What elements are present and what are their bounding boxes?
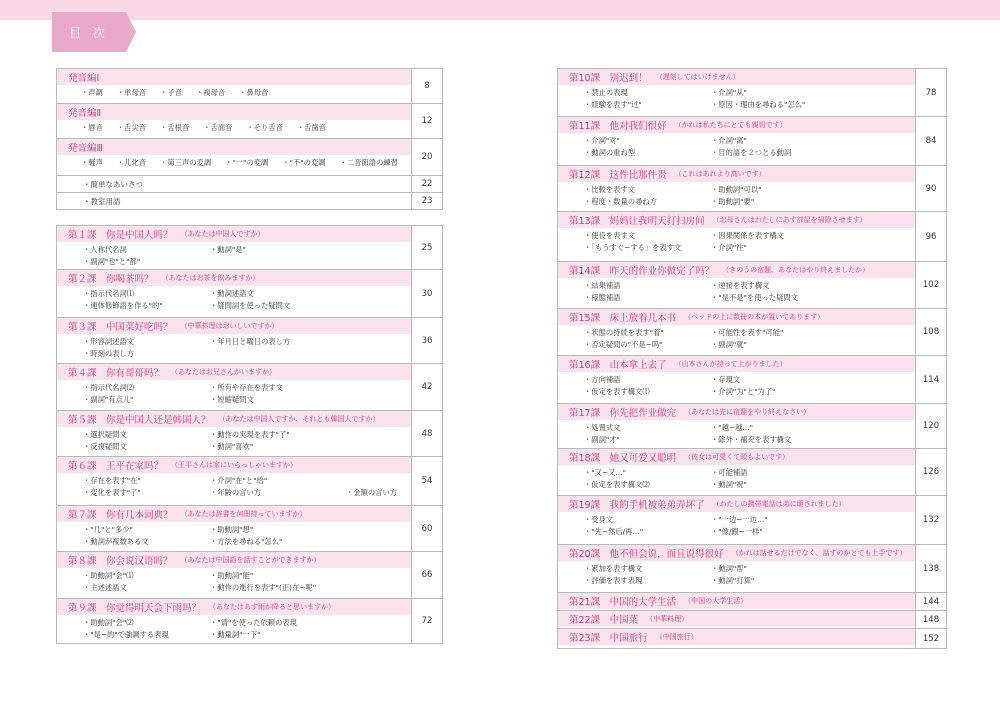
topic-item: ・声調	[81, 88, 103, 97]
page-number: 12	[411, 104, 443, 138]
page-number: 84	[915, 117, 947, 165]
page-number: 66	[411, 552, 443, 598]
entry-heading	[57, 104, 411, 120]
topic-item: ・年月日と曜日の表し方	[210, 337, 291, 346]
topic-item: ・介詞"为"と"为了"	[711, 387, 776, 396]
entry-subtitle: （遅刻してはいけません）	[655, 73, 740, 81]
entry-title: 第14課 昨天的作业你做完了吗？	[569, 266, 715, 277]
entry-title: 第11課 他对我们很好	[569, 121, 667, 132]
page-number: 48	[411, 411, 443, 456]
toc-entry[interactable]	[558, 309, 947, 356]
entry-line	[57, 176, 411, 192]
entry-heading	[558, 212, 915, 228]
entry-heading	[57, 364, 411, 380]
topic-item: ・動詞"帮"	[711, 564, 747, 573]
topic-item: ・"一边~一边…"	[711, 515, 768, 524]
topic-item	[847, 468, 915, 478]
entry-line	[57, 193, 411, 209]
entry-heading	[558, 262, 915, 278]
topic-item: ・動詞述語文	[210, 289, 254, 298]
pronunciation-box	[56, 68, 443, 210]
entry-subtitle: （中国旅行）	[655, 633, 698, 641]
toc-entry[interactable]	[558, 212, 947, 262]
entry-topics	[57, 120, 411, 136]
entry-heading	[558, 117, 915, 133]
topic-item: ・"请"を使った依頼の表現	[210, 618, 297, 627]
page-number: 96	[915, 212, 947, 261]
entry-title: 発音編Ⅲ	[68, 143, 104, 154]
entry-topics	[558, 420, 915, 448]
topic-item: ・舌根音	[160, 123, 190, 132]
toc-entry[interactable]	[57, 552, 443, 599]
topic-item: ・状態の持続を表す"着"	[584, 328, 664, 337]
entry-topics	[57, 615, 411, 643]
topic-item: ・連体修飾語を作る"的"	[83, 301, 163, 310]
topic-item: ・儿化音	[116, 158, 147, 167]
entry-subtitle: （あなたは辞書を何冊持っていますか）	[180, 510, 307, 518]
topic-item: ・介詞"往"	[711, 243, 747, 252]
topic-item: ・可能性を表す"可能"	[711, 328, 784, 337]
entry-heading	[57, 318, 411, 334]
topic-item: ・"像/跟~一样"	[711, 527, 763, 536]
entry-title: 第18課 她又可爱又聪明	[569, 453, 677, 464]
toc-entry[interactable]	[57, 69, 443, 104]
topic-item: ・副詞"才"	[584, 435, 620, 444]
topic-item: ・介詞"对"	[584, 136, 620, 145]
page-number: 108	[915, 309, 947, 355]
topic-item: ・そり舌音	[246, 123, 283, 132]
topic-item: ・"又~又…"	[584, 468, 627, 477]
topic-item: ・時刻の表し方	[83, 349, 135, 358]
entry-heading	[558, 593, 915, 609]
entry-subtitle: （お母さんはわたしにあす部屋を掃除させます）	[712, 216, 867, 224]
entry-topics	[57, 380, 411, 408]
entry-topics	[57, 286, 411, 314]
entry-title: 第９課 你觉得明天会下雨吗？	[68, 603, 202, 614]
entry-heading	[558, 69, 915, 85]
entry-heading	[57, 139, 411, 155]
topic-item: ・助動詞"会"⑵	[83, 618, 134, 627]
topic-item: ・助動詞"能"	[210, 571, 254, 580]
entry-heading	[57, 226, 411, 242]
entry-title: 発音編Ⅱ	[68, 108, 102, 119]
entry-subtitle: （あなたは中国語を話すことができますか）	[180, 556, 321, 564]
topic-item	[847, 515, 915, 525]
top-band	[0, 0, 1000, 20]
topic-item: ・介詞"在"と"给"	[210, 476, 268, 485]
entry-heading	[558, 496, 915, 512]
topic-item: ・単母音	[116, 88, 147, 97]
toc-entry[interactable]	[558, 449, 947, 496]
topic-item: ・比較を表す文	[584, 185, 636, 194]
entry-title: 第17課 你先把作业做完	[569, 408, 677, 419]
topic-item	[346, 430, 411, 440]
page-number: 54	[411, 457, 443, 505]
topic-item	[847, 564, 915, 574]
topic-item: ・主述述語文	[83, 583, 127, 592]
entry-heading	[57, 69, 411, 85]
entry-subtitle: （中国の大学生活）	[684, 597, 748, 605]
entry-topics	[558, 85, 915, 113]
toc-entry[interactable]	[57, 506, 443, 552]
toc-entry[interactable]	[558, 593, 947, 611]
topic-item: ・禁止の表現	[584, 88, 628, 97]
topic-item: ・「もうすぐ~する」を表す文	[584, 243, 682, 252]
toc-entry[interactable]	[558, 496, 947, 545]
toc-entry[interactable]	[57, 457, 443, 506]
topic-item	[847, 375, 915, 385]
topic-item: ・因果関係を表す構文	[711, 231, 784, 240]
page-number: 144	[915, 593, 947, 610]
page-number: 152	[915, 629, 947, 648]
entry-heading	[57, 457, 411, 473]
toc-entry[interactable]	[57, 226, 443, 270]
topic-item: ・"几"と"多少"	[83, 525, 133, 534]
topic-item: ・指示代名詞⑵	[83, 383, 135, 392]
entry-topics	[558, 278, 915, 306]
toc-entry[interactable]	[57, 139, 443, 176]
topic-item: ・存現文	[711, 375, 741, 384]
entry-topics	[558, 512, 915, 540]
entry-topics	[558, 325, 915, 353]
entry-title: 第１課 你是中国人吗？	[68, 230, 173, 241]
topic-item	[346, 289, 411, 299]
entry-title: 第20課 他不但会说，而且说得很好	[569, 549, 724, 560]
entry-subtitle: （中華料理はおいしいですか）	[180, 322, 279, 330]
topic-item: ・疑問詞を使った疑問文	[210, 301, 291, 310]
page-number: 78	[915, 69, 947, 116]
toc-entry[interactable]	[558, 166, 947, 212]
topic-item: ・複母音	[195, 88, 226, 97]
entry-topics	[558, 561, 915, 589]
page-number: 25	[411, 226, 443, 269]
topic-item: ・子音	[160, 88, 182, 97]
topic-item: ・動詞"喜欢"	[210, 442, 254, 451]
entry-topics	[558, 182, 915, 210]
topic-item: ・存在を表す"在"	[83, 476, 141, 485]
topic-item: ・変化を表す"了"	[83, 488, 141, 497]
toc-entry[interactable]	[558, 611, 947, 629]
topic-item	[346, 245, 411, 255]
page-number: 36	[411, 318, 443, 363]
entry-topics	[57, 85, 411, 101]
topic-item: ・"越~越…"	[711, 423, 754, 432]
topic-item: ・金額の言い方	[346, 488, 398, 497]
topic-item: ・助動詞"想"	[210, 525, 254, 534]
topic-item: ・介詞"从"	[711, 88, 747, 97]
entry-heading	[57, 270, 411, 286]
topic-item: ・唇音	[81, 123, 103, 132]
page-number: 120	[915, 404, 947, 448]
lessons-left-box	[56, 225, 443, 644]
topic-item: ・指示代名詞⑴	[83, 289, 135, 298]
topic-item: ・処置式文	[584, 423, 621, 432]
topic-item: ・方法を尋ねる"怎么"	[210, 537, 283, 546]
page-number: 90	[915, 166, 947, 211]
entry-subtitle: （あなたは中国人ですか）	[180, 230, 265, 238]
topic-item	[346, 383, 411, 393]
entry-title: 第８課 你会说汉语吗？	[68, 556, 173, 567]
toc-entry[interactable]	[558, 356, 947, 404]
entry-heading	[558, 449, 915, 465]
entry-title: 第６課 王平在家吗？	[68, 461, 164, 472]
topic-item: ・副詞"有点儿"	[83, 395, 134, 404]
page-number: 23	[411, 193, 443, 209]
toc-entry[interactable]	[57, 176, 443, 193]
topic-item: ・反復疑問文	[83, 442, 127, 451]
topic-item: ・動作の進行を表す"(正)在~呢"	[210, 583, 317, 592]
topic-item: ・原因・理由を尋ねる"怎么"	[711, 100, 806, 109]
entry-title: 第19課 我的手机被弟弟弄坏了	[569, 500, 705, 511]
topic-item: ・方向補語	[584, 375, 621, 384]
toc-entry[interactable]	[57, 411, 443, 457]
entry-topics	[558, 133, 915, 161]
topic-item: ・除外・補充を表す構文	[711, 435, 792, 444]
topic-item: ・動詞の重ね型	[584, 148, 636, 157]
entry-topics	[57, 473, 411, 501]
topic-item	[346, 571, 411, 581]
topic-item: ・副詞"就"	[711, 340, 747, 349]
topic-item: ・所有や存在を表す文	[210, 383, 283, 392]
toc-entry[interactable]	[558, 629, 947, 648]
topic-item	[847, 423, 915, 433]
entry-title: 第16課 山本拿上去了	[569, 360, 667, 371]
entry-topics	[558, 372, 915, 400]
toc-entry[interactable]	[57, 193, 443, 209]
entry-heading	[558, 545, 915, 561]
topic-item: ・短縮疑問文	[210, 395, 254, 404]
entry-subtitle: （かれは話せるだけでなく、話すのがとても上手です）	[731, 549, 907, 557]
entry-subtitle: （かれは私たちにとても親切です）	[674, 121, 787, 129]
entry-topics	[57, 522, 411, 550]
toc-entry[interactable]	[558, 262, 947, 309]
entry-subtitle: （あなたは先に宿題をやり終えなさい）	[684, 408, 811, 416]
topic-item: ・仮定を表す構文⑴	[584, 387, 650, 396]
entry-subtitle: （王平さんは家にいらっしゃいますか）	[171, 461, 298, 469]
entry-title: 第22課 中国菜	[569, 615, 639, 626]
toc-entry[interactable]	[57, 364, 443, 411]
topic-item: ・助動詞"可以"	[711, 185, 762, 194]
entry-title: 第12課 这件比那件贵	[569, 170, 667, 181]
topic-item: ・逆接を表す構文	[711, 281, 770, 290]
toc-entry[interactable]	[57, 270, 443, 318]
topic-item: ・累加を表す構文	[584, 564, 643, 573]
topic-item: ・鼻母音	[239, 88, 269, 97]
entry-subtitle: （わたしの携帯電話は弟に壊されました）	[712, 500, 846, 508]
entry-title: 第５課 你是中国人还是韩国人？	[68, 415, 211, 426]
topic-item: ・舌面音	[203, 123, 233, 132]
page-number: 20	[411, 139, 443, 175]
topic-item: ・動作の実現を表す"了"	[210, 430, 290, 439]
toc-entry[interactable]	[57, 318, 443, 364]
topic-item	[847, 136, 915, 146]
topic-item: ・"是不是"を使った疑問文	[711, 293, 798, 302]
topic-item: ・仮定を表す構文⑵	[584, 480, 650, 489]
entry-subtitle: （あなたはあす雨が降ると思いますか）	[209, 603, 336, 611]
entry-subtitle: （きのうの宿題、あなたはやり終えましたか）	[722, 266, 870, 274]
entry-item: ・教室用語	[83, 196, 121, 206]
entry-heading	[558, 611, 915, 627]
entry-topics	[558, 465, 915, 493]
entry-subtitle: （これはあれより高いです）	[674, 170, 766, 178]
topic-item	[847, 185, 915, 195]
topic-item: ・助動詞"要"	[711, 197, 755, 206]
entry-topics	[57, 568, 411, 596]
entry-subtitle: （彼女は可愛くて頭もよいです）	[684, 453, 790, 461]
entry-topics	[57, 242, 411, 270]
entry-title: 第15課 床上放着几本书	[569, 313, 677, 324]
entry-heading	[57, 506, 411, 522]
entry-heading	[558, 404, 915, 420]
toc-entry[interactable]	[57, 104, 443, 139]
page-number: 126	[915, 449, 947, 495]
toc-entry[interactable]	[558, 117, 947, 166]
entry-topics	[558, 228, 915, 256]
page-number: 8	[411, 69, 443, 103]
page-number: 114	[915, 356, 947, 403]
entry-subtitle: （あなたは中国人ですか、それとも韓国人ですか）	[218, 415, 380, 423]
entry-subtitle: （ベッドの上に数冊の本が置いてあります）	[684, 313, 825, 321]
entry-title: 第10課 别迟到！	[569, 73, 648, 84]
topic-item: ・"不"の変調	[282, 158, 326, 167]
entry-heading	[558, 309, 915, 325]
topic-item: ・人称代名詞	[83, 245, 127, 254]
toc-entry[interactable]	[558, 69, 947, 117]
page-number: 60	[411, 506, 443, 551]
page-number: 22	[411, 176, 443, 192]
topic-item: ・動詞"是"	[210, 245, 246, 254]
topic-item: ・経験を表す"过"	[584, 100, 642, 109]
topic-item	[346, 337, 411, 347]
entry-title: 第21課 中国的大学生活	[569, 597, 677, 608]
topic-item: ・"先~然后/再…"	[584, 527, 644, 536]
topic-item: ・"一"の変調	[225, 158, 269, 167]
entry-item: ・簡単なあいさつ	[83, 179, 143, 189]
entry-title: 第13課 妈妈让我明天打扫房间	[569, 216, 705, 227]
topic-item	[346, 476, 411, 486]
topic-item: ・舌尖音	[116, 123, 147, 132]
entry-topics	[57, 427, 411, 455]
page-number: 148	[915, 611, 947, 628]
topic-item: ・動詞"打算"	[711, 576, 755, 585]
topic-item: ・年齢の言い方	[210, 488, 262, 497]
topic-item: ・目的語を２つとる動詞	[711, 148, 792, 157]
entry-heading	[57, 552, 411, 568]
entry-title: 第３課 中国菜好吃吗？	[68, 322, 173, 333]
topic-item: ・動詞が複数ある文	[83, 537, 149, 546]
entry-heading	[57, 411, 411, 427]
entry-topics	[57, 155, 411, 171]
entry-heading	[558, 356, 915, 372]
topic-item: ・受身文	[584, 515, 614, 524]
topic-item: ・様態補語	[584, 293, 621, 302]
entry-heading	[558, 629, 915, 645]
topic-item: ・選択疑問文	[83, 430, 127, 439]
page-number: 138	[915, 545, 947, 592]
topic-item	[847, 328, 915, 338]
topic-item: ・助動詞"会"⑴	[83, 571, 134, 580]
entry-subtitle: （山本さんが持って上がりました）	[674, 360, 787, 368]
topic-item: ・副詞"也"と"都"	[83, 257, 141, 266]
topic-item	[346, 618, 411, 628]
topic-item: ・評価を表す表現	[584, 576, 643, 585]
topic-item	[346, 525, 411, 535]
topic-item: ・介詞"离"	[711, 136, 747, 145]
page-number: 42	[411, 364, 443, 410]
page-number: 30	[411, 270, 443, 317]
page-number: 72	[411, 599, 443, 643]
topic-item: ・結果補語	[584, 281, 621, 290]
entry-subtitle: （あなたはお兄さんがいますか）	[171, 368, 277, 376]
topic-item: ・第三声の変調	[160, 158, 212, 167]
toc-entry[interactable]	[558, 404, 947, 449]
entry-title: 第２課 你喝茶吗？	[68, 274, 154, 285]
topic-item: ・"是~的"で強調する表現	[83, 630, 169, 639]
page-number: 132	[915, 496, 947, 544]
topic-item: ・使役を表す文	[584, 231, 636, 240]
topic-item: ・動詞"祝"	[711, 480, 747, 489]
page-number: 102	[915, 262, 947, 308]
toc-tab	[52, 12, 126, 52]
entry-subtitle: （中華料理）	[646, 615, 689, 623]
topic-item: ・二音節語の練習	[339, 158, 398, 167]
toc-entry[interactable]	[558, 545, 947, 593]
topic-item	[847, 231, 915, 241]
topic-item	[847, 88, 915, 98]
topic-item: ・否定疑問の"不是~吗"	[584, 340, 663, 349]
topic-item: ・軽声	[81, 158, 103, 167]
entry-heading	[558, 166, 915, 182]
entry-title: 発音編Ⅰ	[68, 73, 100, 84]
entry-subtitle: （あなたはお茶を飲みますか）	[161, 274, 260, 282]
entry-heading	[57, 599, 411, 615]
topic-item: ・可能補語	[711, 468, 748, 477]
topic-item: ・動量詞"一下"	[210, 630, 261, 639]
entry-topics	[57, 334, 411, 362]
lessons-right-box	[557, 68, 947, 649]
topic-item	[847, 281, 915, 291]
topic-item: ・程度・数量の尋ね方	[584, 197, 657, 206]
entry-title: 第７課 你有几本词典？	[68, 510, 173, 521]
toc-tab-label: 目 次	[69, 25, 109, 40]
topic-item: ・舌歯音	[296, 123, 327, 132]
entry-title: 第４課 你有哥哥吗？	[68, 368, 164, 379]
topic-item: ・形容詞述語文	[83, 337, 135, 346]
entry-title: 第23課 中国旅行	[569, 633, 648, 644]
toc-entry[interactable]	[57, 599, 443, 643]
